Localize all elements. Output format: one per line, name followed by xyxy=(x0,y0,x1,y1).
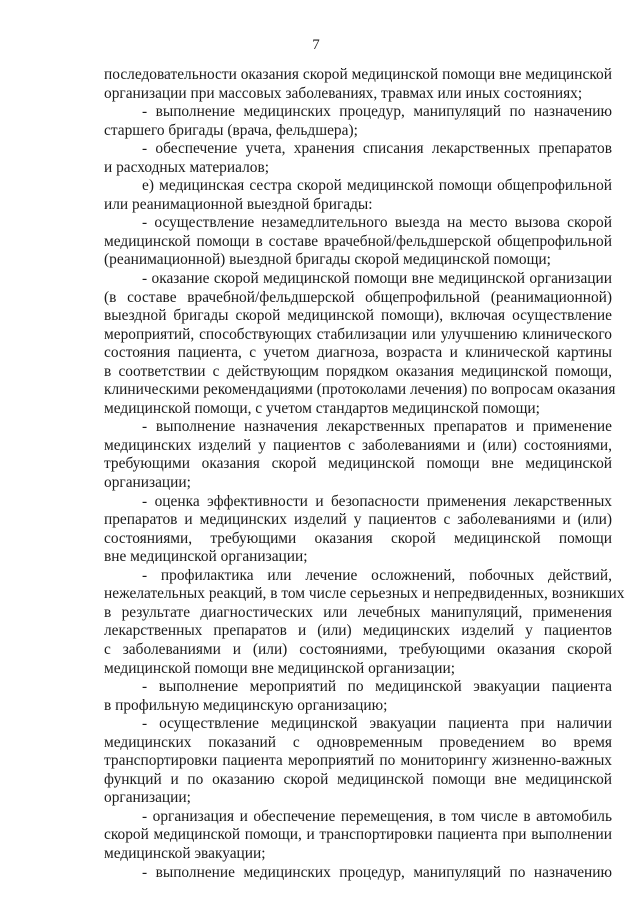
text-line: и расходных материалов; xyxy=(104,158,269,176)
text-line: - оказание скорой медицинской помощи вне медицинской организации xyxy=(142,270,612,288)
text-line: нежелательных реакций, в том числе серьезных и непредвиденных, возникших xyxy=(104,585,625,603)
text-line: - оценка эффективности и безопасности применения лекарственных xyxy=(142,492,612,510)
document-body xyxy=(104,66,625,882)
text-line: последовательности оказания скорой медицинской помощи вне медицинской xyxy=(104,66,612,83)
text-line: организации; xyxy=(104,474,191,492)
text-line: требующими оказания скорой медицинской помощи вне медицинской xyxy=(104,455,612,473)
text-line: старшего бригады (врача, фельдшера); xyxy=(104,121,358,139)
text-line: в результате диагностических или лечебных манипуляций, применения xyxy=(104,603,612,621)
text-line: - выполнение назначения лекарственных препаратов и применение xyxy=(142,418,612,436)
text-line: (реанимационной) выездной бригады скорой медицинской помощи; xyxy=(104,251,551,269)
text-line: медицинской эвакуации; xyxy=(104,844,266,862)
text-line: клиническими рекомендациями (протоколами лечения) по вопросам оказания xyxy=(104,381,616,399)
text-line: - обеспечение учета, хранения списания лекарственных препаратов xyxy=(142,140,612,158)
text-line: - выполнение мероприятий по медицинской эвакуации пациента xyxy=(142,678,612,696)
text-line: медицинских показаний с одновременным проведением во время xyxy=(104,733,612,751)
text-line: медицинской помощи вне медицинской организации; xyxy=(104,659,455,677)
text-line: скорой медицинской помощи, и транспортировки пациента при выполнении xyxy=(104,826,612,844)
text-line: транспортировки пациента мероприятий по мониторингу жизненно-важных xyxy=(104,752,612,770)
page-number: 7 xyxy=(312,37,320,53)
text-line: вне медицинской организации; xyxy=(104,548,308,566)
text-line: - осуществление незамедлительного выезда на место вызова скорой xyxy=(142,214,612,232)
text-line: или реанимационной выездной бригады: xyxy=(104,195,373,213)
text-line: функций и по оказанию скорой медицинской помощи вне медицинской xyxy=(104,770,612,788)
text-line: лекарственных препаратов и (или) медицинских изделий у пациентов xyxy=(104,622,612,640)
text-line: в профильную медицинскую организацию; xyxy=(104,696,388,714)
text-line: мероприятий, способствующих стабилизации или улучшению клинического xyxy=(104,325,612,343)
text-line: выездной бригады скорой медицинской помощи), включая осуществление xyxy=(104,307,612,325)
text-line: - выполнение медицинских процедур, манипуляций по назначению xyxy=(142,103,612,121)
text-line: - профилактика или лечение осложнений, побочных действий, xyxy=(142,566,612,584)
text-line: с заболеваниями и (или) состояниями, требующими оказания скорой xyxy=(104,640,612,658)
text-line: - осуществление медицинской эвакуации пациента при наличии xyxy=(142,715,612,733)
text-line: организации; xyxy=(104,789,191,807)
text-line: состояния пациента, с учетом диагноза, возраста и клинической картины xyxy=(104,344,612,362)
text-line: (в составе врачебной/фельдшерской общепрофильной (реанимационной) xyxy=(104,288,612,306)
text-line: - организация и обеспечение перемещения, в том числе в автомобиль xyxy=(142,807,612,825)
text-line: - выполнение медицинских процедур, манипуляций по назначению xyxy=(142,863,612,881)
text-line: препаратов и медицинских изделий у пациентов с заболеваниями и (или) xyxy=(104,511,612,529)
text-line: е) медицинская сестра скорой медицинской помощи общепрофильной xyxy=(142,177,612,195)
text-line: в соответствии с действующим порядком оказания медицинской помощи, xyxy=(104,362,612,380)
text-line: медицинской помощи в составе врачебной/фельдшерской общепрофильной xyxy=(104,232,612,250)
text-line: медицинских изделий у пациентов с заболеваниями и (или) состояниями, xyxy=(104,436,612,454)
text-line: организации при массовых заболеваниях, травмах или иных состояниях; xyxy=(104,84,583,102)
text-line: медицинской помощи, с учетом стандартов медицинской помощи; xyxy=(104,399,540,417)
text-line: состояниями, требующими оказания скорой медицинской помощи xyxy=(104,529,612,547)
